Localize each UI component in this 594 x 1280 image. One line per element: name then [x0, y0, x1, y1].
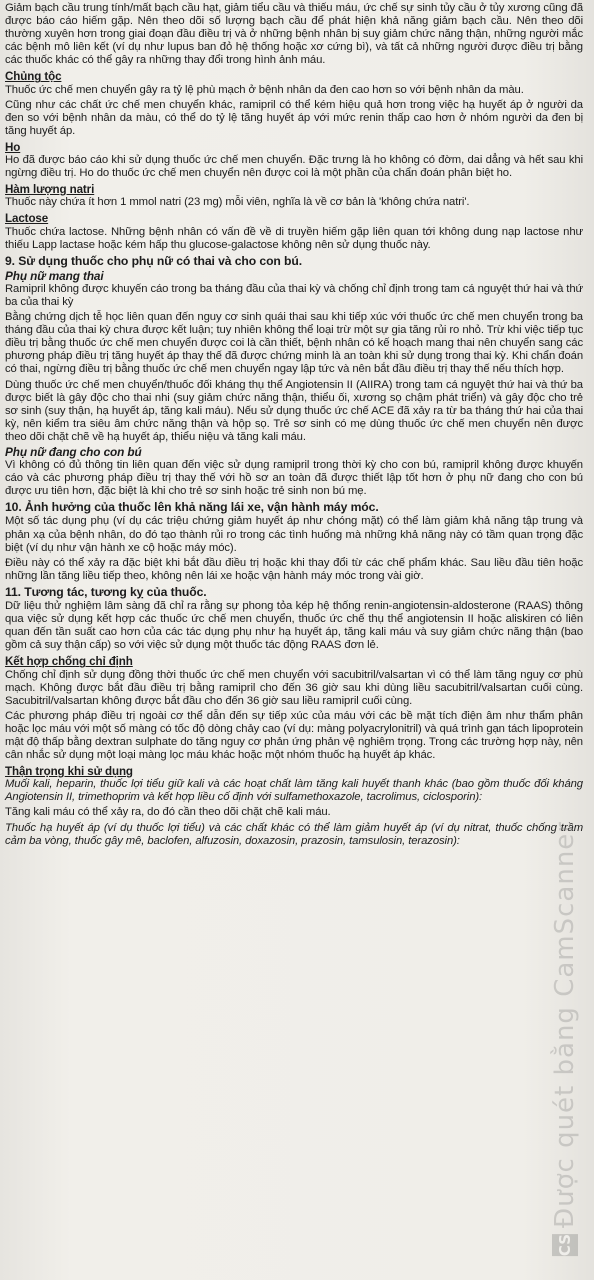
paragraph: Vì không có đủ thông tin liên quan đến việc sử dụng ramipril trong thời kỳ cho con bú, ramipril không được khuyến cáo và các phương pháp điều trị thay thế với hồ sơ an toàn đã được thiết lập tốt hơn ở phụ nữ đang cho con bú được ưu tiên hơn, đặc biệt là khi cho trẻ sơ sinh hoặc trẻ sinh non bú mẹ.: [5, 459, 583, 498]
paragraph: Chống chỉ định sử dụng đồng thời thuốc ức chế men chuyển với sacubitril/valsartan vì có thể làm tăng nguy cơ phù mạch. Không được bắt đầu điều trị bằng ramipril cho đến 36 giờ sau khi dùng liều sacubitril/valsartan cuối cùng. Sacubitril/valsartan không được bắt đầu cho đến 36 giờ sau liều ramipril cuối cùng.: [5, 668, 583, 707]
section-heading: 11. Tương tác, tương kỵ của thuốc.: [5, 584, 207, 599]
paragraph: Thuốc này chứa ít hơn 1 mmol natri (23 mg) mỗi viên, nghĩa là về cơ bản là 'không chứa natri'.: [5, 196, 470, 209]
paragraph: Các phương pháp điều trị ngoài cơ thể dẫn đến sự tiếp xúc của máu với các bề mặt tích điện âm như thẩm phân hoặc lọc máu với một số màng có tốc độ dòng chảy cao (ví dụ: màng polyacrylonitril) và quá trình gạn tách lipoprotein mật độ thấp bằng dextran sulphate do tăng nguy cơ phản ứng phản vệ nghiêm trọng. Trong các trường hợp này, nên cân nhắc sử dụng một loại màng lọc máu khác hoặc một nhóm thuốc hạ huyết áp khác.: [5, 709, 583, 762]
subsection-heading: Hàm lượng natri: [5, 183, 95, 197]
paragraph: Giảm bạch cầu trung tính/mất bạch cầu hạt, giảm tiểu cầu và thiếu máu, ức chế sự sinh tủy cầu ở tủy xương cũng đã được báo cáo hiếm gặp. Nên theo dõi số lượng bạch cầu để phát hiện khả năng giảm bạch cầu. Nên theo dõi thường xuyên hơn trong giai đoạn đầu điều trị và ở những bệnh nhân bị suy giảm chức năng thận, những người mắc các bệnh mô liên kết (ví dụ như lupus ban đỏ hệ thống hoặc xơ cứng bì), và tất cả những người được điều trị bằng các thuốc khác có thể gây ra những thay đổi trong hình ảnh máu.: [5, 2, 583, 67]
paragraph: Ho đã được báo cáo khi sử dụng thuốc ức chế men chuyển. Đặc trưng là ho không có đờm, dai dẳng và hết sau khi ngừng điều trị. Ho do thuốc ức chế men chuyển nên được coi là một phần của chẩn đoán phân biệt ho.: [5, 154, 583, 180]
camscanner-logo-icon: CS: [552, 1234, 578, 1256]
section-heading: 9. Sử dụng thuốc cho phụ nữ có thai và cho con bú.: [5, 253, 303, 268]
document-body: [5, 2, 583, 850]
paragraph: Ramipril không được khuyến cáo trong ba tháng đầu của thai kỳ và chống chỉ định trong tam cá nguyệt thứ hai và thứ ba của thai kỳ: [5, 282, 583, 308]
italic-subheading: Phụ nữ mang thai: [5, 268, 104, 283]
paragraph: Điều này có thể xảy ra đặc biệt khi bắt đầu điều trị hoặc khi thay đổi từ các chế phẩm khác. Sau liều đầu tiên hoặc những lần tăng liều tiếp theo, không nên lái xe hoặc vận hành máy móc trong vài giờ.: [5, 556, 583, 582]
paragraph: Tăng kali máu có thể xảy ra, do đó cần theo dõi chặt chẽ kali máu.: [5, 806, 331, 819]
subsection-heading: Ho: [5, 140, 21, 154]
paragraph: Thuốc chứa lactose. Những bệnh nhân có vấn đề về di truyền hiếm gặp liên quan tới không dung nạp lactose như thiếu Lapp lactase hoặc kém hấp thu glucose-galactose không nên sử dụng thuốc này.: [5, 225, 583, 251]
paragraph: Dữ liệu thử nghiệm lâm sàng đã chỉ ra rằng sự phong tỏa kép hệ thống renin-angiotensin-aldosterone (RAAS) thông qua việc sử dụng kết hợp các thuốc ức chế men chuyển, thuốc ức chế thụ thể angiotensin II hoặc aliskiren có liên quan đến tần suất cao hơn của các tác dụng phụ như hạ huyết áp, tăng kali máu và suy giảm chức năng thận (bao gồm cả suy thận cấp) so với việc sử dụng một thuốc tác động RAAS đơn lẻ.: [5, 600, 583, 652]
subsection-heading: Chủng tộc: [5, 70, 62, 84]
subsection-heading: Lactose: [5, 212, 49, 226]
paragraph: Thuốc ức chế men chuyển gây ra tỷ lệ phù mạch ở bệnh nhân da đen cao hơn so với bệnh nhân da màu.: [5, 83, 524, 96]
paragraph: Dùng thuốc ức chế men chuyển/thuốc đối kháng thụ thể Angiotensin II (AIIRA) trong tam cá nguyệt thứ hai và thứ ba được biết là gây độc cho thai nhi (suy giảm chức năng thận, thiểu ối, xương sọ chậm phát triển) và gây độc cho trẻ sơ sinh (suy thận, hạ huyết áp, tăng kali máu). Nếu sử dụng thuốc ức chế ACE đã xảy ra từ ba tháng thứ hai của thai kỳ, nên kiểm tra siêu âm chức năng thận và hộp sọ. Trẻ sơ sinh có mẹ dùng thuốc ức chế men chuyển nên được theo dõi chặt chẽ về hạ huyết áp, thiểu niệu và tăng kali máu.: [5, 378, 583, 443]
italic-subheading: Phụ nữ đang cho con bú: [5, 445, 142, 459]
subsection-heading: Kết hợp chống chỉ định: [5, 655, 133, 669]
watermark-text: Được quét bằng CamScanner: [550, 820, 580, 1228]
italic-paragraph: Thuốc hạ huyết áp (ví dụ thuốc lợi tiểu) và các chất khác có thể làm giảm huyết áp (ví dụ nitrat, thuốc chống trầm cảm ba vòng, thuốc gây mê, baclofen, alfuzosin, doxazosin, prazosin, tamsulosin, terazosin):: [5, 821, 583, 847]
italic-paragraph: Muối kali, heparin, thuốc lợi tiểu giữ kali và các hoạt chất làm tăng kali huyết thanh khác (bao gồm thuốc đối kháng Angiotensin II, trimethoprim và kết hợp liều cố định với sulfamethoxazole, tacrolimus, ciclosporin):: [5, 778, 583, 804]
paragraph: Bằng chứng dịch tễ học liên quan đến nguy cơ sinh quái thai sau khi tiếp xúc với thuốc ức chế men chuyển trong ba tháng đầu của thai kỳ chưa được kết luận; tuy nhiên không thể loại trừ một sự gia tăng rủi ro nhỏ. Trừ khi việc tiếp tục điều trị bằng thuốc ức chế men chuyển được coi là cần thiết, bệnh nhân có kế hoạch mang thai nên chuyển sang các phương pháp điều trị tăng huyết áp thay thế đã được chứng minh là an toàn khi sử dụng trong thai kỳ. Khi chẩn đoán có thai, ngừng điều trị bằng thuốc ức chế men chuyển ngay lập tức và nên bắt đầu điều trị thay thế nếu thích hợp.: [5, 311, 583, 376]
camscanner-watermark: [550, 820, 580, 1256]
paragraph: Cũng như các chất ức chế men chuyển khác, ramipril có thể kém hiệu quả hơn trong việc hạ huyết áp ở người da đen so với bệnh nhân da màu, có thể do tỷ lệ tăng huyết áp với mức renin thấp cao hơn ở nhóm người da đen bị tăng huyết áp.: [5, 98, 583, 137]
paragraph: Một số tác dụng phụ (ví dụ các triệu chứng giảm huyết áp như chóng mặt) có thể làm giảm khả năng tập trung và phản xạ của bệnh nhân, do đó tạo thành rủi ro trong các tình huống mà những khả năng này có tầm quan trọng đặc biệt (ví dụ như vận hành xe cộ hoặc máy móc).: [5, 515, 583, 554]
subsection-heading: Thận trọng khi sử dụng: [5, 765, 133, 779]
section-heading: 10. Ảnh hưởng của thuốc lên khả năng lái xe, vận hành máy móc.: [5, 500, 379, 515]
